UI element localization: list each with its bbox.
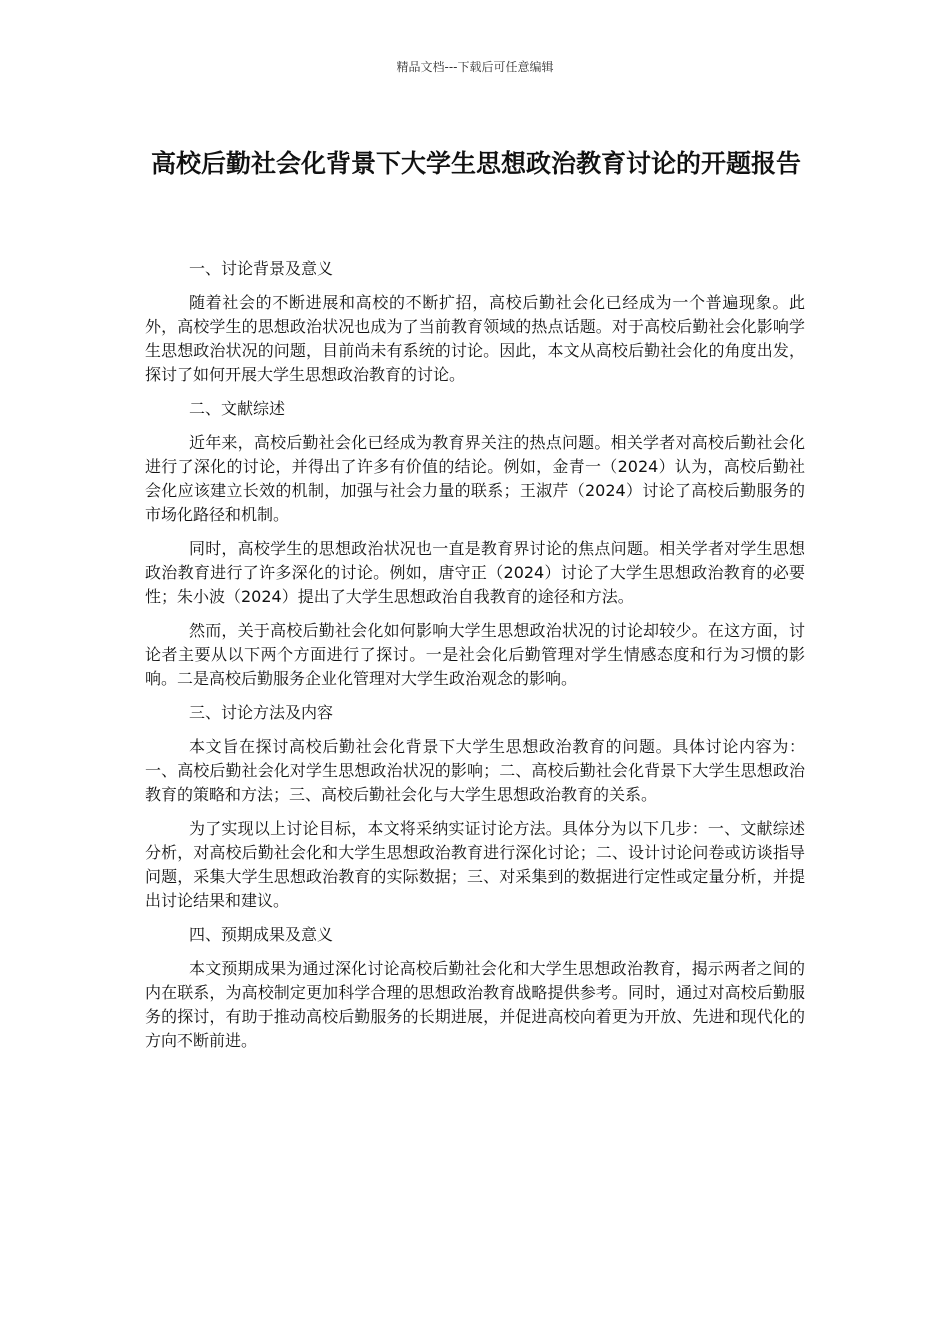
- document-body: [145, 257, 805, 1063]
- paragraph: 为了实现以上讨论目标，本文将采纳实证讨论方法。具体分为以下几步：一、文献综述分析，对高校后勤社会化和大学生思想政治教育进行深化讨论；二、设计讨论问卷或访谈指导问题，采集大学生思想政治教育的实际数据；三、对采集到的数据进行定性或定量分析，并提出讨论结果和建议。: [145, 819, 805, 910]
- section-heading: 四、预期成果及意义: [189, 925, 334, 944]
- paragraph: 近年来，高校后勤社会化已经成为教育界关注的热点问题。相关学者对高校后勤社会化进行了深化的讨论，并得出了许多有价值的结论。例如，金青一（2024）认为，高校后勤社会化应该建立长效的机制，加强与社会力量的联系；王淑芹（2024）讨论了高校后勤服务的市场化路径和机制。: [145, 433, 805, 524]
- paragraph: 本文预期成果为通过深化讨论高校后勤社会化和大学生思想政治教育，揭示两者之间的内在联系，为高校制定更加科学合理的思想政治教育战略提供参考。同时，通过对高校后勤服务的探讨，有助于推动高校后勤服务的长期进展，并促进高校向着更为开放、先进和现代化的方向不断前进。: [145, 959, 805, 1050]
- paragraph: 本文旨在探讨高校后勤社会化背景下大学生思想政治教育的问题。具体讨论内容为：一、高校后勤社会化对学生思想政治状况的影响；二、高校后勤社会化背景下大学生思想政治教育的策略和方法；三、高校后勤社会化与大学生思想政治教育的关系。: [145, 737, 805, 804]
- section-expected-results: [145, 923, 805, 1053]
- section-heading: 二、文献综述: [189, 399, 286, 418]
- paragraph: 然而，关于高校后勤社会化如何影响大学生思想政治状况的讨论却较少。在这方面，讨论者主要从以下两个方面进行了探讨。一是社会化后勤管理对学生情感态度和行为习惯的影响。二是高校后勤服务企业化管理对大学生政治观念的影响。: [145, 621, 805, 688]
- section-methods: [145, 701, 805, 913]
- header-note: 精品文档---下载后可任意编辑: [396, 60, 554, 74]
- section-literature-review: [145, 397, 805, 691]
- section-background: [145, 257, 805, 387]
- paragraph: 随着社会的不断进展和高校的不断扩招，高校后勤社会化已经成为一个普遍现象。此外，高校学生的思想政治状况也成为了当前教育领域的热点话题。对于高校后勤社会化影响学生思想政治状况的问题，目前尚未有系统的讨论。因此，本文从高校后勤社会化的角度出发，探讨了如何开展大学生思想政治教育的讨论。: [145, 293, 805, 384]
- section-heading: 三、讨论方法及内容: [189, 703, 334, 722]
- document-title: 高校后勤社会化背景下大学生思想政治教育讨论的开题报告: [150, 149, 801, 178]
- section-heading: 一、讨论背景及意义: [189, 259, 334, 278]
- paragraph: 同时，高校学生的思想政治状况也一直是教育界讨论的焦点问题。相关学者对学生思想政治教育进行了许多深化的讨论。例如，唐守正（2024）讨论了大学生思想政治教育的必要性；朱小波（2024）提出了大学生思想政治自我教育的途径和方法。: [145, 539, 805, 606]
